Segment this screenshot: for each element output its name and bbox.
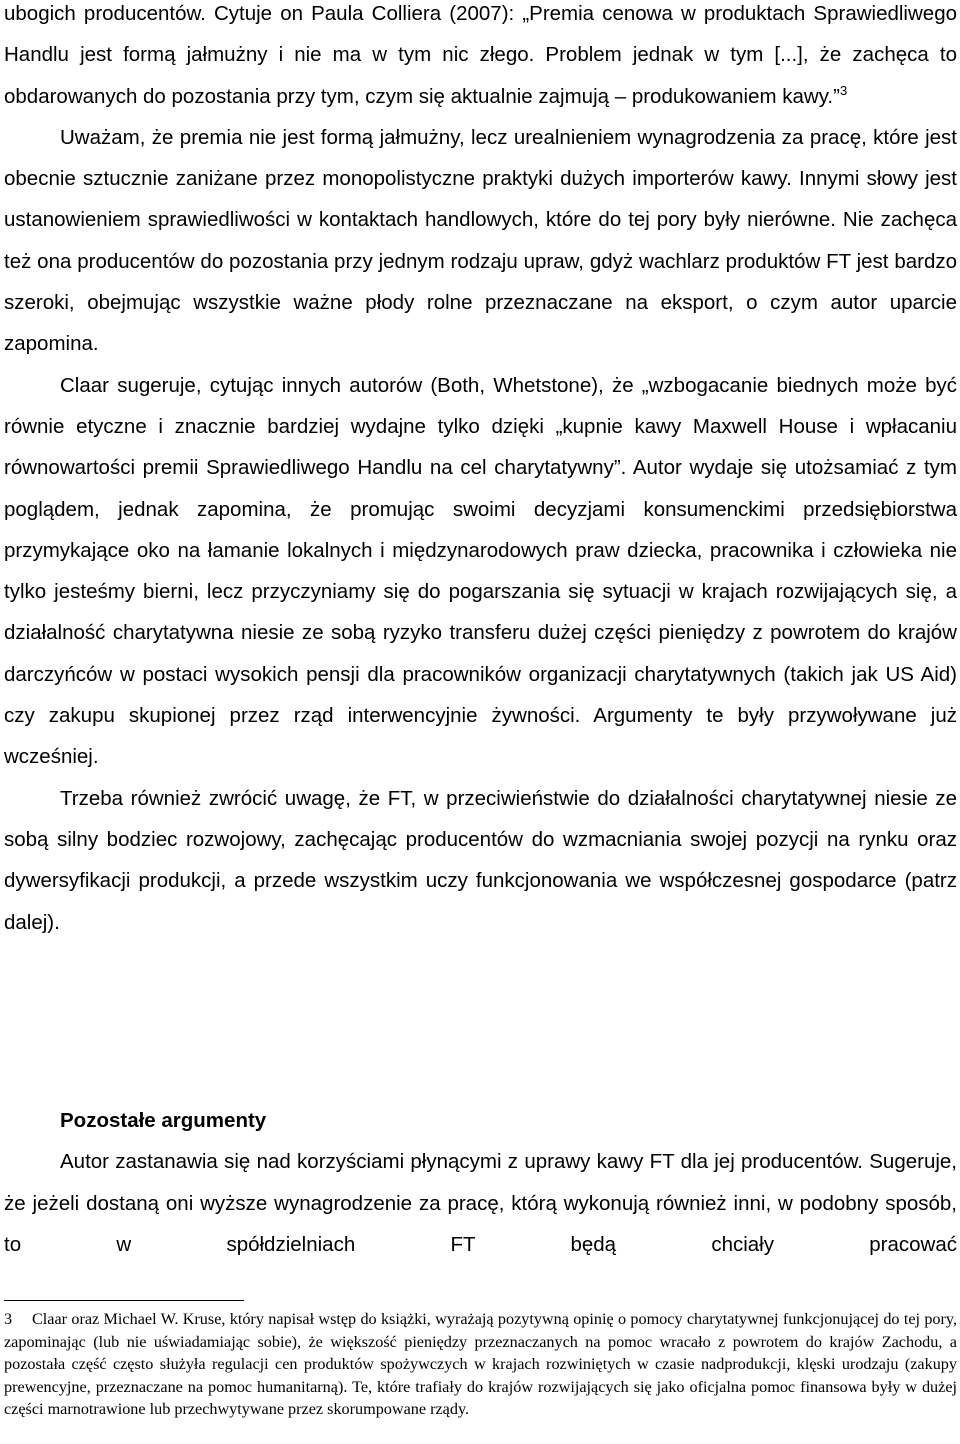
footnote-separator xyxy=(4,1300,244,1301)
footnote-number: 3 xyxy=(4,1310,13,1328)
section-heading: Pozostałe argumenty xyxy=(60,1109,267,1132)
footnote xyxy=(4,1308,957,1421)
footnote-reference[interactable]: 3 xyxy=(839,82,848,98)
document-page xyxy=(4,0,957,1444)
paragraph-2: Uważam, że premia nie jest formą jałmużny, lecz urealnieniem wynagrodzenia za pracę, które jest obecnie sztucznie zaniżane przez monopolistyczne praktyki dużych importerów kawy. Innymi słowy jest ustanowieniem sprawiedliwości w kontaktach handlowych, które do tej pory były nierówne. Nie zachęca też ona producentów do pozostania przy jednym rodzaju upraw, gdyż wachlarz produktów FT jest bardzo szeroki, obejmując wszystkie ważne płody rolne przeznaczane na eksport, o czym autor uparcie zapomina. xyxy=(4,125,957,356)
footnote-text: Claar oraz Michael W. Kruse, który napisał wstęp do książki, wyrażają pozytywną opinię o pomocy charytatywnej funkcjonującej do tej pory, zapominając (lub nie uświadamiając sobie), że większość pieniędzy przeznaczanych na pomoc wracało z powrotem do krajów Zachodu, a pozostała część często służyła regulacji cen produktów spożywczych w krajach rozwiniętych w czasie nadprodukcji, klęski urodzaju (zakupy prewencyjne, przeznaczane na pomoc humanitarną). Te, które trafiały do krajów rozwijających się jako oficjalna pomoc finansowa były w dużej części marnotrawione lub przechwytywane przez skorumpowane rządy. xyxy=(4,1310,957,1419)
section-block xyxy=(4,1100,957,1265)
paragraph-1-text: ubogich producentów. Cytuje on Paula Colliera (2007): „Premia cenowa w produktach Sprawiedliwego Handlu jest formą jałmużny i nie ma w tym nic złego. Problem jednak w tym [...], że zachęca to obdarowanych do pozostania przy tym, czym się aktualnie zajmują – produkowaniem kawy.” xyxy=(4,2,957,108)
paragraph-after-heading: Autor zastanawia się nad korzyściami płynącymi z uprawy kawy FT dla jej producentów. Sugeruje, że jeżeli dostaną oni wyższe wynagrodzenie za pracę, którą wykonują również inni, w podobny sposób, to w spółdzielniach FT będą chciały pracować xyxy=(4,1150,957,1256)
main-text-block xyxy=(4,0,957,943)
paragraph-4: Trzeba również zwrócić uwagę, że FT, w przeciwieństwie do działalności charytatywnej niesie ze sobą silny bodziec rozwojowy, zachęcając producentów do wzmacniania swojej pozycji na rynku oraz dywersyfikacji produkcji, a przede wszystkim uczy funkcjonowania we współczesnej gospodarce (patrz dalej). xyxy=(4,786,957,934)
paragraph-1 xyxy=(4,0,957,117)
paragraph-3: Claar sugeruje, cytując innych autorów (Both, Whetstone), że „wzbogacanie biednych może być równie etyczne i znacznie bardziej wydajne tylko dzięki „kupnie kawy Maxwell House i wpłacaniu równowartości premii Sprawiedliwego Handlu na cel charytatywny”. Autor wydaje się utożsamiać z tym poglądem, jednak zapomina, że promując swoimi decyzjami konsumenckimi przedsiębiorstwa przymykające oko na łamanie lokalnych i międzynarodowych praw dziecka, pracownika i człowieka nie tylko jesteśmy bierni, lecz przyczyniamy się do pogarszania się sytuacji w krajach rozwijających się, a działalność charytatywna niesie ze sobą ryzyko transferu dużej części pieniędzy z powrotem do krajów darczyńców w postaci wysokich pensji dla pracowników organizacji charytatywnych (takich jak US Aid) czy zakupu skupionej przez rząd interwencyjnie żywności. Argumenty te były przywoływane już wcześniej. xyxy=(4,373,957,769)
